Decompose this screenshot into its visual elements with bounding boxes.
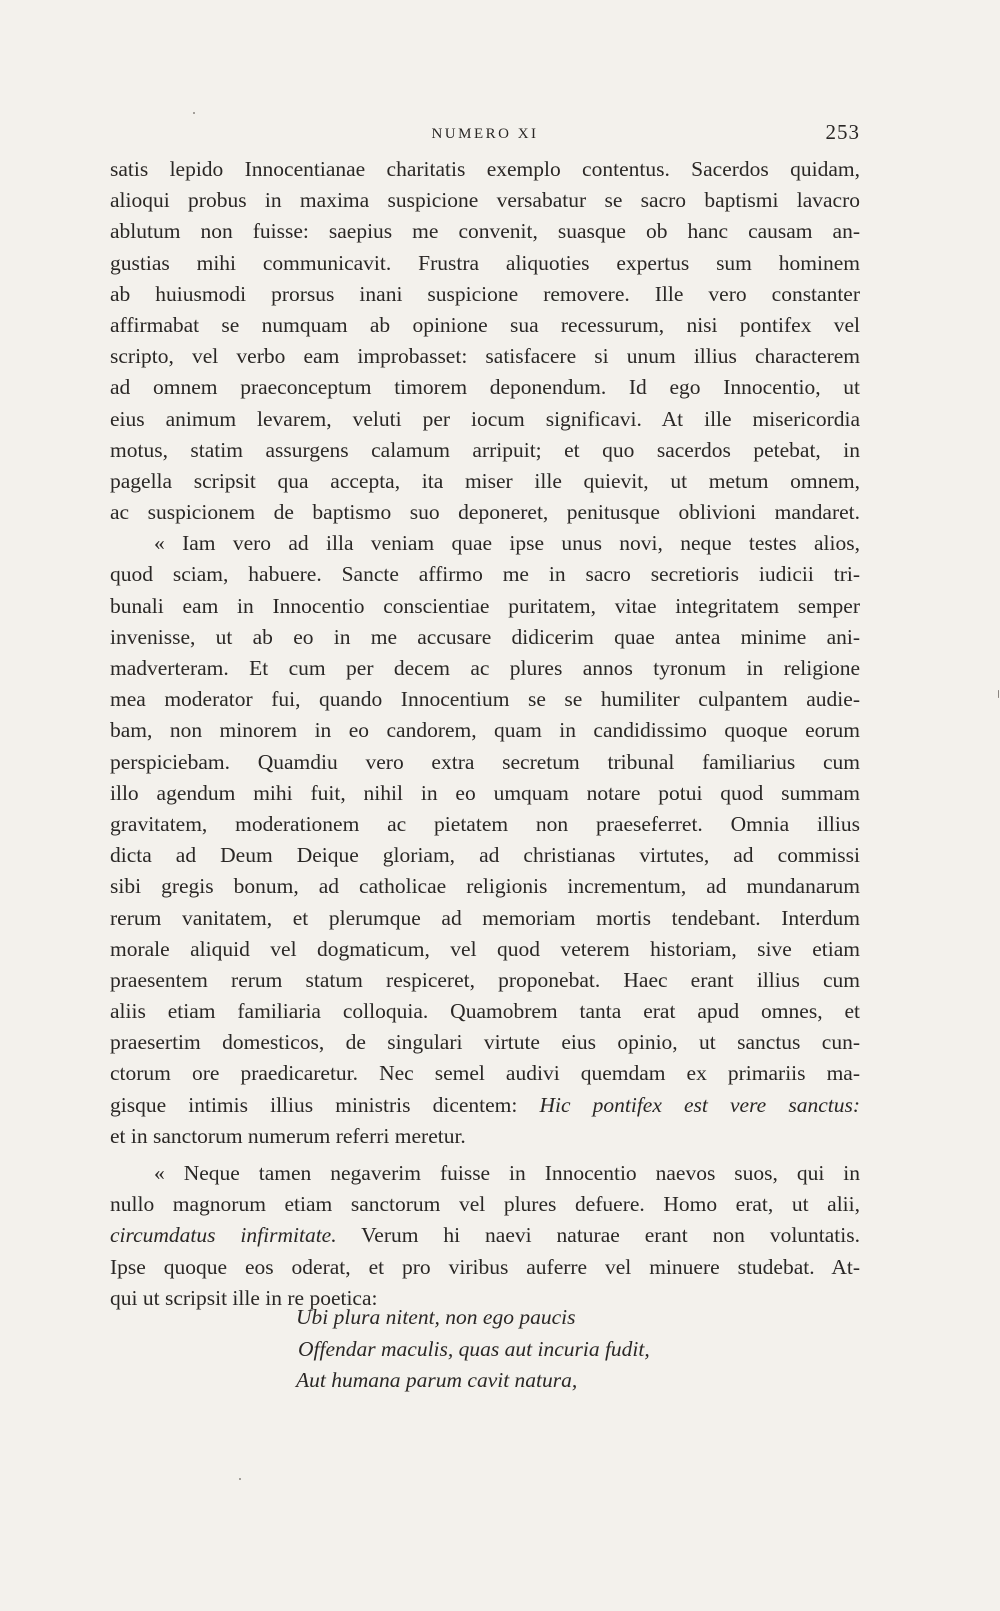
text-line: praesertim domesticos, de singulari virtute eius opinio, ut sanctus cun-	[110, 1030, 860, 1055]
text-line: quod sciam, habuere. Sancte affirmo me in sacro secretioris iudicii tri-	[110, 562, 860, 587]
text-line: satis lepido Innocentianae charitatis exemplo contentus. Sacerdos quidam,	[110, 157, 860, 181]
text-line: invenisse, ut ab eo in me accusare didicerim quae antea minime ani-	[110, 624, 860, 649]
italic-quote: Hic pontifex est vere sanctus:	[539, 1092, 860, 1117]
text-line: ablutum non fuisse: saepius me convenit, suasque ob hanc causam an-	[110, 219, 860, 244]
text-line: illo agendum mihi fuit, nihil in eo umquam notare potui quod summam	[110, 780, 860, 805]
text-line: motus, statim assurgens calamum arripuit; et quo sacerdos petebat, in	[110, 437, 860, 462]
text-line: pagella scripsit qua accepta, ita miser ille quievit, ut metum omnem,	[110, 468, 860, 493]
text-line: scripto, vel verbo eam improbasset: satisfacere si unum illius characterem	[110, 344, 860, 369]
text-line: dicta ad Deum Deique gloriam, ad christianas virtutes, ad commissi	[110, 843, 860, 868]
text-line: perspiciebam. Quamdiu vero extra secretum tribunal familiarius cum	[110, 749, 860, 774]
line-text: Verum hi naevi naturae erant non voluntatis.	[336, 1223, 860, 1248]
text-line: gravitatem, moderationem ac pietatem non praeseferret. Omnia illius	[110, 811, 860, 836]
text-line: bunali eam in Innocentio conscientiae puritatem, vitae integritatem semper	[110, 593, 860, 618]
text-line: ad omnem praeconceptum timorem deponendum. Id ego Innocentio, ut	[110, 375, 860, 400]
verse-quotation	[296, 1302, 856, 1397]
verse-line: Ubi plura nitent, non ego paucis	[296, 1305, 576, 1329]
text-line: morale aliquid vel dogmaticum, vel quod veterem historiam, sive etiam	[110, 936, 860, 961]
text-line: ab huiusmodi prorsus inani suspicione removere. Ille vero constanter	[110, 281, 860, 306]
text-line: « Iam vero ad illa veniam quae ipse unus novi, neque testes alios,	[154, 531, 860, 556]
text-line: rerum vanitatem, et plerumque ad memoriam mortis tendebant. Interdum	[110, 905, 860, 930]
paragraph-3	[110, 1158, 860, 1314]
text-line: qui ut scripsit ille in re poetica:	[110, 1285, 378, 1310]
body-text	[110, 154, 860, 1314]
text-line: et in sanctorum numerum referri meretur.	[110, 1123, 466, 1148]
verse-line: Aut humana parum cavit natura,	[296, 1368, 578, 1392]
text-line-with-quote	[110, 1220, 860, 1251]
text-line: nullo magnorum etiam sanctorum vel plures defuere. Homo erat, ut alii,	[110, 1192, 860, 1217]
text-line: alioqui probus in maxima suspicione versabatur se sacro baptismi lavacro	[110, 188, 860, 213]
verse-line: Offendar maculis, quas aut incuria fudit,	[298, 1336, 650, 1361]
text-line: gustias mihi communicavit. Frustra aliquoties expertus sum hominem	[110, 250, 860, 275]
italic-quote: circumdatus infirmitate.	[110, 1223, 337, 1248]
paragraph-1	[110, 154, 860, 528]
text-line: « Neque tamen negaverim fuisse in Innocentio naevos suos, qui in	[154, 1161, 860, 1185]
text-line: sibi gregis bonum, ad catholicae religionis incrementum, ad mundanarum	[110, 874, 860, 899]
paragraph-2	[110, 528, 860, 1152]
text-line: mea moderator fui, quando Innocentium se se humiliter culpantem audie-	[110, 687, 860, 712]
running-title: NUMERO XI	[431, 126, 539, 142]
text-line: praesentem rerum statum respiceret, proponebat. Haec erant illius cum	[110, 967, 860, 992]
text-line: madverteram. Et cum per decem ac plures annos tyronum in religione	[110, 656, 860, 680]
text-line: ac suspicionem de baptismo suo deponeret, penitusque oblivioni mandaret.	[110, 500, 860, 525]
running-head	[110, 120, 860, 150]
text-line: ctorum ore praedicaretur. Nec semel audivi quemdam ex primariis ma-	[110, 1061, 860, 1086]
text-line-with-quote	[110, 1090, 860, 1121]
paper-speck	[239, 1478, 241, 1480]
text-line: aliis etiam familiaria colloquia. Quamobrem tanta erat apud omnes, et	[110, 999, 860, 1024]
paper-speck	[193, 112, 195, 114]
text-line: affirmabat se numquam ab opinione sua recessurum, nisi pontifex vel	[110, 312, 860, 337]
line-text: gisque intimis illius ministris dicentem:	[110, 1092, 540, 1117]
text-line: eius animum levarem, veluti per iocum significavi. At ille misericordia	[110, 406, 860, 431]
paper-speck	[998, 690, 999, 698]
text-line: Ipse quoque eos oderat, et pro viribus auferre vel minuere studebat. At-	[110, 1254, 860, 1279]
page-number: 253	[825, 120, 860, 144]
text-line: bam, non minorem in eo candorem, quam in candidissimo quoque eorum	[110, 718, 860, 743]
